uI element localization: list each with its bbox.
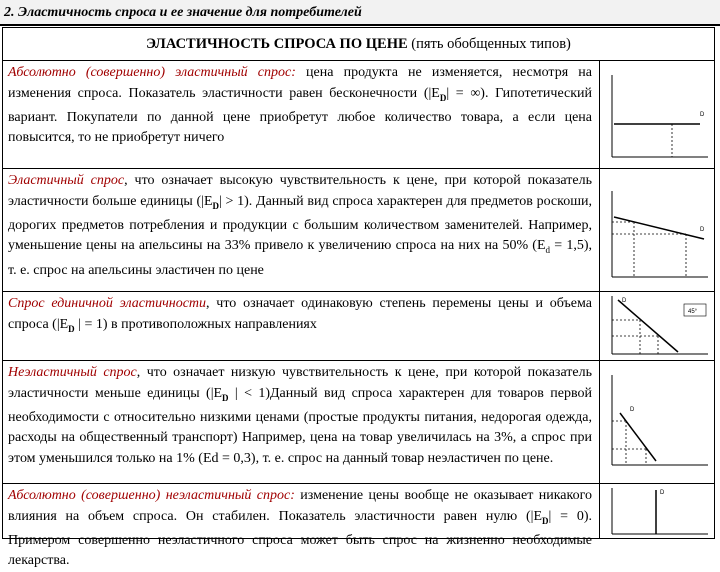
graph-svg: [600, 361, 714, 483]
row-desc-2: | = ∞). Гипотетический вариант. Покупатели по данной цене приобретут любое количество товара, а если цена повысится, то не приобретут ничего: [8, 85, 593, 146]
row-sub: D: [439, 92, 447, 103]
graph-label: D: [630, 407, 635, 413]
table-heading-main: ЭЛАСТИЧНОСТЬ СПРОСА ПО ЦЕНЕ: [146, 36, 408, 52]
elasticity-table: [2, 27, 715, 569]
row-desc-3: = 1,5), т. е. спрос на апельсины эластичен по цене: [8, 238, 592, 278]
graph-angle-label: 45°: [688, 309, 698, 315]
row-term: Эластичный спрос: [8, 173, 125, 188]
row-desc: , что означает высокую чувствительность к цене, при которой показатель эластичности больше единицы (|E: [8, 173, 592, 209]
table-row: [3, 484, 714, 569]
graph-elastic: [599, 169, 714, 291]
row-sub: D: [222, 392, 229, 403]
graph-svg: [600, 484, 714, 538]
row-text: [8, 294, 592, 339]
table-row: [3, 292, 714, 361]
row-desc-2: | > 1). Данный вид спроса характерен для предметов роскоши, дорогих предметов потребления и продукции с большим количеством заменителей. Например, уменьшение цены на апельсины на 33% привело к увеличению спроса на них на 50% (E: [8, 193, 592, 254]
graph-svg: [600, 61, 714, 168]
row-desc: цена продукта не изменяется, несмотря на изменения спроса. Показатель эластичности равен бесконечности (|E: [8, 65, 592, 101]
table-row: [3, 169, 714, 292]
graph-perfectly-inelastic: [599, 484, 714, 538]
row-text: [8, 171, 592, 281]
graph-inelastic: [599, 361, 714, 483]
row-sub-2: d: [545, 245, 551, 256]
slide-title: 2. Эластичность спроса и ее значение для потребителей: [4, 5, 362, 20]
table-row: [3, 61, 714, 169]
table-heading: [3, 28, 714, 61]
table-row: [3, 361, 714, 484]
graph-label: D: [622, 298, 627, 304]
row-desc: , что означает низкую чувствительность к цене, при которой показатель эластичности меньше единицы (|E: [8, 365, 593, 401]
table-heading-sub: (пять обобщенных типов): [411, 36, 571, 52]
row-term: Абсолютно (совершенно) неэластичный спрос:: [8, 488, 295, 503]
row-sub: D: [212, 200, 219, 211]
header-rule: [0, 24, 720, 26]
graph-unit-elastic: [599, 292, 714, 360]
row-term: Неэластичный спрос: [8, 365, 137, 380]
row-term: Абсолютно (совершенно) эластичный спрос:: [8, 65, 296, 80]
graph-svg: [600, 292, 714, 360]
graph-perfectly-elastic: [599, 61, 714, 168]
row-sub: D: [542, 515, 549, 526]
graph-label: D: [700, 227, 705, 233]
row-text: [8, 63, 592, 149]
graph-label: D: [700, 112, 705, 118]
graph-label: D: [660, 490, 665, 496]
row-term: Спрос единичной эластичности: [8, 296, 207, 311]
row-text: [8, 363, 592, 469]
row-desc-2: | = 0). Примером совершенно неэластичного спроса может быть спрос на жизненно необходимые лекарства.: [8, 508, 592, 569]
row-desc: , что означает одинаковую степень перемены цены и объема спроса (|E: [8, 296, 592, 332]
slide-header: [0, 0, 720, 26]
row-desc-2: | < 1)Данный вид спроса характерен для товаров первой необходимости с относительно низкими ценами (простые продукты питания, недорогая одежда, расходы на общественный транспорт) Например, цена на товар увеличилась на 3%, а спрос при этом уменьшился только на 1% (Ed = 0,3), т. е. спрос на данный товар неэластичен по цене.: [8, 385, 592, 466]
row-sub: D: [68, 323, 75, 334]
graph-svg: [600, 169, 714, 291]
row-desc: изменение цены вообще не оказывает никакого влияния на объем спроса. Он стабилен. Показатель эластичности равен нулю (|E: [8, 488, 592, 524]
row-desc-2: | = 1) в противоположных направлениях: [74, 316, 317, 332]
row-text: [8, 486, 592, 572]
